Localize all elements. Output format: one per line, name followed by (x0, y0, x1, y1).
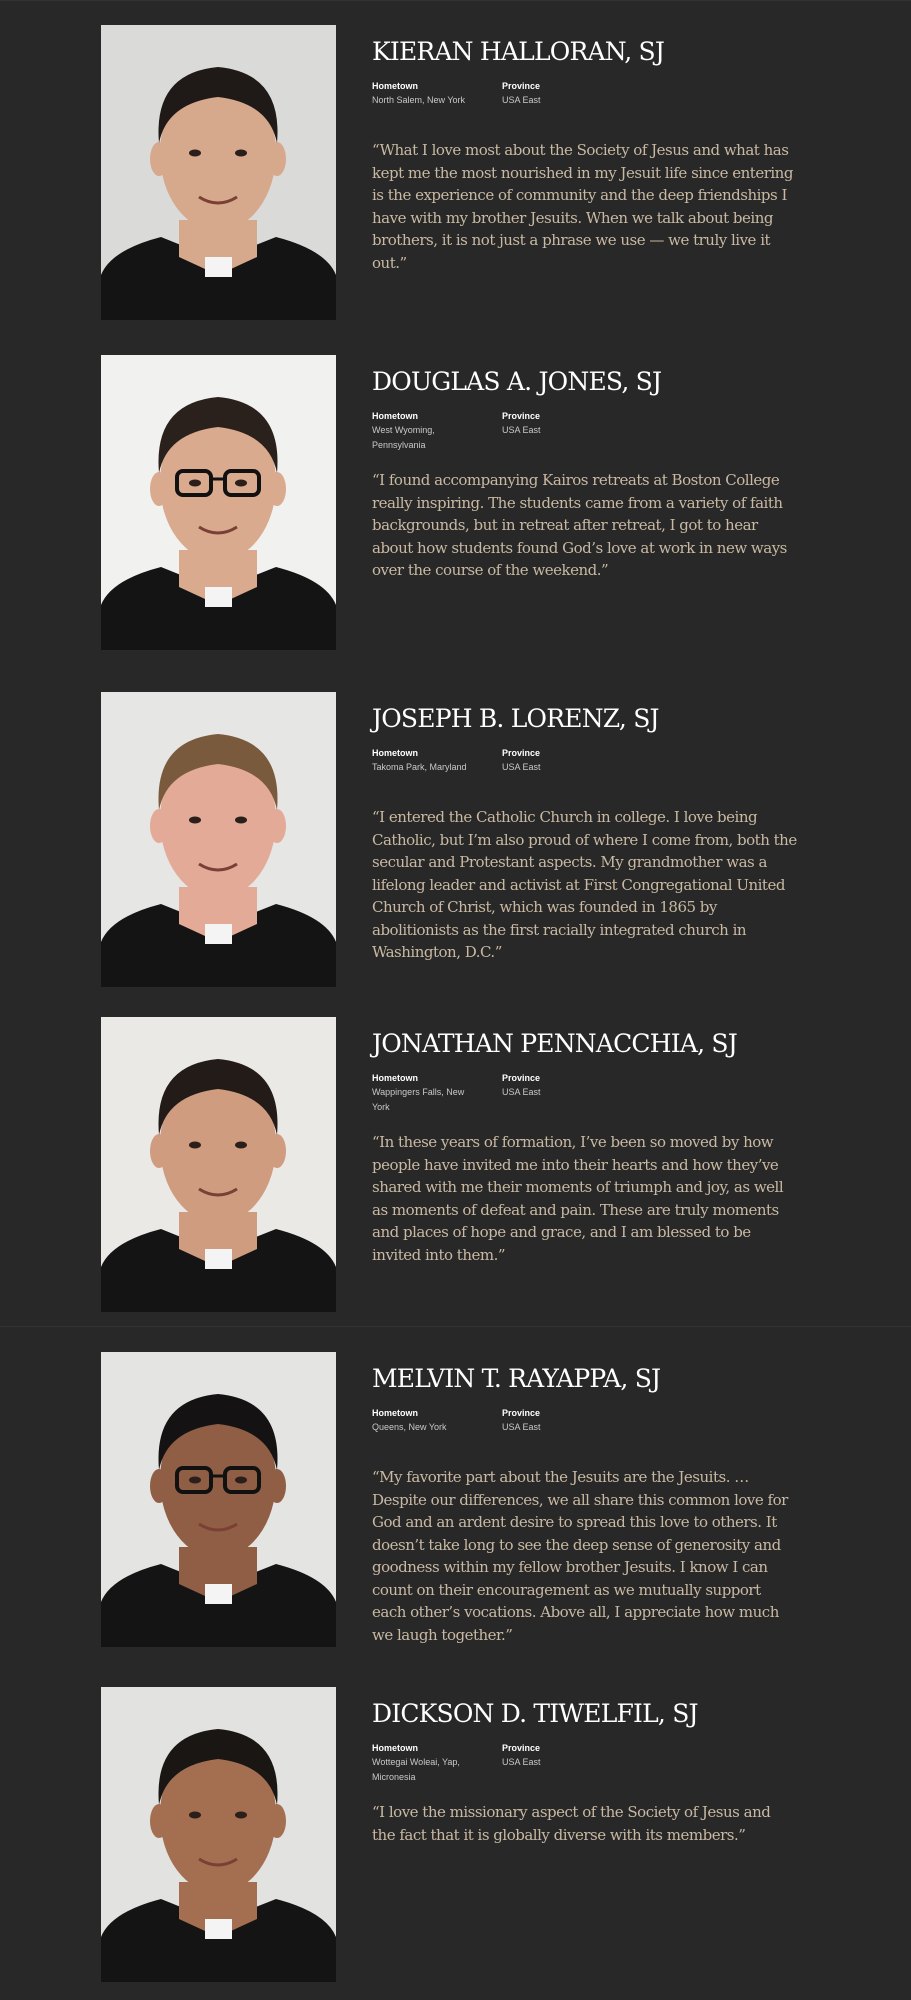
profile-meta (372, 79, 797, 123)
profile-name: DOUGLAS A. JONES, SJ (372, 367, 662, 396)
portrait-image (101, 1687, 336, 1982)
province-block (502, 1741, 632, 1785)
profile-quote: “I found accompanying Kairos retreats at Boston College really inspiring. The students came from a variety of faith backgrounds, but in retreat after retreat, I got to hear about how students found God’s love at work in new ways over the course of the weekend.” (372, 471, 787, 579)
profile-info (372, 35, 797, 289)
province-value: USA East (502, 1087, 541, 1097)
profile-photo (101, 25, 336, 320)
portrait-image (101, 25, 336, 320)
hometown-label: Hometown (372, 748, 418, 758)
section-divider (0, 1326, 911, 1327)
profile-info (372, 1362, 797, 1661)
portrait-image (101, 1017, 336, 1312)
portrait-image (101, 1352, 336, 1647)
hometown-block (372, 1071, 502, 1115)
profile-quote: “I entered the Catholic Church in college. I love being Catholic, but I’m also proud of where I come from, both the secular and Protestant aspects. My grandmother was a lifelong leader and activist at First Congregational United Church of Christ, which was founded in 1865 by abolitionists as the first racially integrated church in Washington, D.C.” (372, 808, 797, 961)
profile-meta (372, 1741, 797, 1785)
profile-photo (101, 1017, 336, 1312)
hometown-value: Takoma Park, Maryland (372, 762, 467, 772)
province-block (502, 1406, 632, 1450)
hometown-label: Hometown (372, 1743, 418, 1753)
profile-name: JOSEPH B. LORENZ, SJ (372, 704, 659, 733)
profile-name: KIERAN HALLORAN, SJ (372, 37, 665, 66)
hometown-value: Queens, New York (372, 1422, 447, 1432)
hometown-block (372, 409, 502, 453)
province-value: USA East (502, 1422, 541, 1432)
province-block (502, 79, 632, 123)
hometown-block (372, 1741, 502, 1785)
hometown-label: Hometown (372, 81, 418, 91)
province-label: Province (502, 81, 541, 91)
profile-photo (101, 692, 336, 987)
profile-photo (101, 355, 336, 650)
profile-quote: “My favorite part about the Jesuits are the Jesuits. … Despite our differences, we all share this common love for God and an ardent desire to spread this love to others. It doesn’t take long to see the deep sense of generosity and goodness within my fellow brother Jesuits. I know I can count on their encouragement as we mutually support each other’s vocations. Above all, I appreciate how much we laugh together.” (372, 1468, 788, 1644)
profile-name: MELVIN T. RAYAPPA, SJ (372, 1364, 661, 1393)
province-value: USA East (502, 95, 541, 105)
province-label: Province (502, 748, 541, 758)
profile-meta (372, 746, 797, 790)
profile-info (372, 1027, 797, 1281)
hometown-value: Wottegai Woleai, Yap, Micronesia (372, 1757, 460, 1782)
portrait-image (101, 692, 336, 987)
profile-meta (372, 1071, 797, 1115)
profile-name: DICKSON D. TIWELFIL, SJ (372, 1699, 698, 1728)
profile-name: JONATHAN PENNACCHIA, SJ (372, 1029, 737, 1058)
province-block (502, 746, 632, 790)
portrait-image (101, 355, 336, 650)
hometown-label: Hometown (372, 1073, 418, 1083)
profile-info (372, 365, 797, 597)
province-value: USA East (502, 425, 541, 435)
province-value: USA East (502, 762, 541, 772)
hometown-block (372, 79, 502, 123)
hometown-value: North Salem, New York (372, 95, 466, 105)
profile-meta (372, 1406, 797, 1450)
province-label: Province (502, 1073, 541, 1083)
hometown-value: West Wyoming, Pennsylvania (372, 425, 435, 450)
hometown-block (372, 1406, 502, 1450)
profile-info (372, 1697, 797, 1861)
profile-photo (101, 1352, 336, 1647)
province-label: Province (502, 1743, 541, 1753)
province-label: Province (502, 411, 541, 421)
profile-quote: “What I love most about the Society of Jesus and what has kept me the most nourished in my Jesuit life since entering is the experience of community and the deep friendships I have with my brother Jesuits. When we talk about being brothers, it is not just a phrase we use — we truly live it out.” (372, 141, 793, 272)
hometown-label: Hometown (372, 411, 418, 421)
province-block (502, 1071, 632, 1115)
section-divider (0, 0, 911, 1)
hometown-label: Hometown (372, 1408, 418, 1418)
province-label: Province (502, 1408, 541, 1418)
province-block (502, 409, 632, 453)
province-value: USA East (502, 1757, 541, 1767)
profile-meta (372, 409, 797, 453)
profile-photo (101, 1687, 336, 1982)
hometown-block (372, 746, 502, 790)
profile-quote: “I love the missionary aspect of the Society of Jesus and the fact that it is globally diverse with its members.” (372, 1803, 771, 1844)
hometown-value: Wappingers Falls, New York (372, 1087, 465, 1112)
profile-quote: “In these years of formation, I’ve been so moved by how people have invited me into their hearts and how they’ve shared with me their moments of triumph and joy, as well as moments of defeat and pain. These are truly moments and places of hope and grace, and I am blessed to be invited into them.” (372, 1133, 784, 1264)
profile-info (372, 702, 797, 979)
